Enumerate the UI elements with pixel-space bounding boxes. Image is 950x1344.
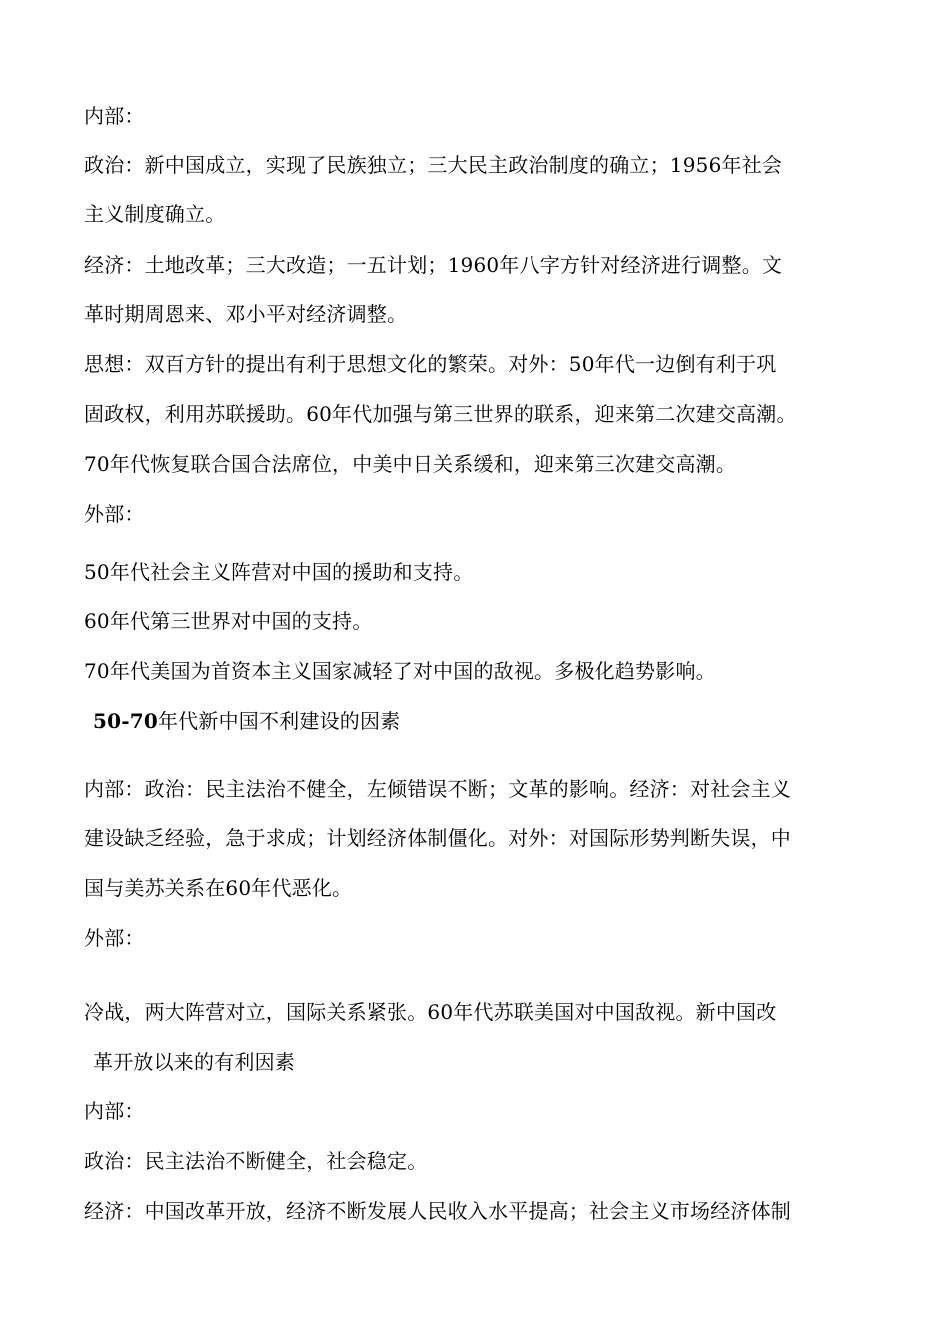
heading-text: 年代新中国不利建设的因素: [157, 709, 401, 733]
text-line: 固政权，利用苏联援助。60年代加强与第三世界的联系，迎来第二次建交高潮。: [84, 402, 797, 426]
text-line: 内部：政治：民主法治不健全，左倾错误不断；文革的影响。经济：对社会主义: [84, 777, 791, 801]
text-line: 建设缺乏经验，急于求成；计划经济体制僵化。对外：对国际形势判断失误，中: [84, 826, 791, 850]
text-line: 冷战，两大阵营对立，国际关系紧张。60年代苏联美国对中国敌视。新中国改: [84, 1000, 777, 1024]
text-line: 思想：双百方针的提出有利于思想文化的繁荣。对外：50年代一边倒有利于巩: [84, 352, 777, 376]
text-line: 经济：中国改革开放，经济不断发展人民收入水平提高；社会主义市场经济体制: [84, 1199, 791, 1223]
text-line: 50年代社会主义阵营对中国的援助和支持。: [84, 560, 474, 584]
text-line: 国与美苏关系在60年代恶化。: [84, 876, 353, 900]
text-line: 60年代第三世界对中国的支持。: [84, 609, 373, 633]
text-line: 革时期周恩来、邓小平对经济调整。: [84, 302, 408, 326]
text-line: 外部：: [84, 502, 145, 526]
section-heading: [93, 707, 400, 735]
heading-prefix: 50-70: [93, 709, 158, 733]
text-line: 外部：: [84, 926, 145, 950]
text-line: 主义制度确立。: [84, 202, 226, 226]
text-line: 内部：: [84, 104, 145, 128]
text-line: 70年代恢复联合国合法席位，中美中日关系缓和，迎来第三次建交高潮。: [84, 452, 737, 476]
text-line: 政治：新中国成立，实现了民族独立；三大民主政治制度的确立；1956年社会: [84, 153, 783, 177]
section-heading: 革开放以来的有利因素: [93, 1050, 295, 1074]
text-line: 政治：民主法治不断健全，社会稳定。: [84, 1149, 428, 1173]
text-line: 经济：土地改革；三大改造；一五计划；1960年八字方针对经济进行调整。文: [84, 253, 783, 277]
text-line: 70年代美国为首资本主义国家减轻了对中国的敌视。多极化趋势影响。: [84, 659, 716, 683]
text-line: 内部：: [84, 1099, 145, 1123]
